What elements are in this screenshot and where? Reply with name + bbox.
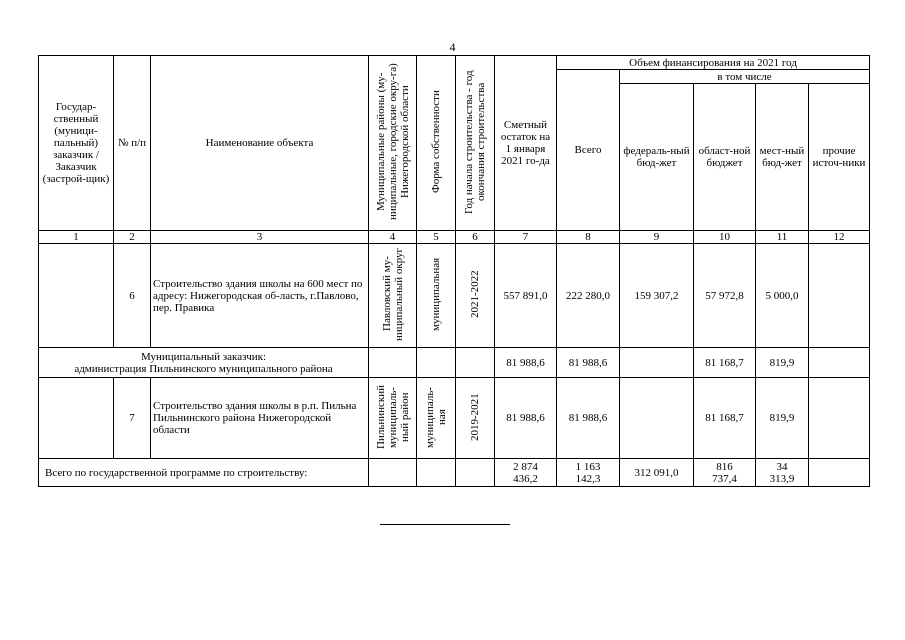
grand-total-regional-line1: 816 xyxy=(716,460,733,473)
grand-total-local-line2: 313,9 xyxy=(769,472,795,485)
cell-local: 819,9 xyxy=(756,348,809,378)
col-number: 3 xyxy=(151,231,369,244)
header-district-text: Муниципальные районы (му-ниципальные, городские окру-га) Нижегородской области xyxy=(374,63,411,220)
cell-object-name: Строительство здания школы в р.п. Пильна Пильнинского района Нижегородской области xyxy=(151,378,369,459)
cell-years xyxy=(456,244,495,348)
cell-years-text: 2019-2021 xyxy=(469,392,481,441)
cell-balance: 557 891,0 xyxy=(495,244,557,348)
grand-total-balance xyxy=(495,459,557,487)
cell-ownership-text: муниципальная xyxy=(430,257,442,331)
customer-row xyxy=(39,348,870,378)
cell-district xyxy=(369,459,417,487)
header-including: в том числе xyxy=(620,70,870,84)
customer-label-line1: Муниципальный заказчик: xyxy=(140,350,267,363)
cell-years xyxy=(456,348,495,378)
cell-federal xyxy=(620,348,694,378)
grand-total-regional-line2: 737,4 xyxy=(712,472,737,485)
table-row xyxy=(39,378,870,459)
cell-ownership xyxy=(417,378,456,459)
cell-local: 819,9 xyxy=(756,378,809,459)
grand-total-total-line2: 142,3 xyxy=(575,472,601,485)
cell-ownership xyxy=(417,459,456,487)
cell-federal: 159 307,2 xyxy=(620,244,694,348)
cell-years xyxy=(456,459,495,487)
header-customer: Государ-ственный (муници-пальный) заказчик / Заказчик (застрой-щик) xyxy=(39,56,114,231)
header-years-text: Год начала строительства - год окончания строительства xyxy=(463,69,487,214)
grand-total-row xyxy=(39,459,870,487)
header-financing-title: Объем финансирования на 2021 год xyxy=(557,56,870,70)
cell-regional: 57 972,8 xyxy=(694,244,756,348)
grand-total-total-line1: 1 163 xyxy=(575,460,601,473)
header-years xyxy=(456,56,495,231)
header-num: № п/п xyxy=(114,56,151,231)
cell-balance: 81 988,6 xyxy=(495,378,557,459)
cell-years-text: 2021-2022 xyxy=(469,270,481,318)
grand-total-federal: 312 091,0 xyxy=(620,459,694,487)
cell-total: 81 988,6 xyxy=(557,348,620,378)
cell-district xyxy=(369,378,417,459)
col-number: 9 xyxy=(620,231,694,244)
header-local: мест-ный бюд-жет xyxy=(756,84,809,231)
col-number: 2 xyxy=(114,231,151,244)
column-numbers-row xyxy=(39,231,870,244)
footer-divider xyxy=(380,524,510,525)
header-total: Всего xyxy=(557,70,620,231)
grand-total-local-line1: 34 xyxy=(776,460,788,473)
header-object-name: Наименование объекта xyxy=(151,56,369,231)
page-number: 4 xyxy=(449,40,456,54)
header-ownership-text: Форма собственности xyxy=(430,90,442,193)
cell-district xyxy=(369,348,417,378)
grand-total-balance-line2: 436,2 xyxy=(513,472,538,485)
grand-total-regional xyxy=(694,459,756,487)
cell-years xyxy=(456,378,495,459)
cell-customer xyxy=(39,244,114,348)
cell-other xyxy=(809,378,870,459)
col-number: 12 xyxy=(809,231,870,244)
cell-federal xyxy=(620,378,694,459)
col-number: 7 xyxy=(495,231,557,244)
cell-ownership xyxy=(417,348,456,378)
cell-object-name: Строительство здания школы на 600 мест по адресу: Нижегородская об-ласть, г.Павлово, пер. Правика xyxy=(151,244,369,348)
cell-regional: 81 168,7 xyxy=(694,348,756,378)
financing-table xyxy=(38,55,870,487)
cell-total: 222 280,0 xyxy=(557,244,620,348)
table-row xyxy=(39,244,870,348)
cell-num: 7 xyxy=(114,378,151,459)
col-number: 4 xyxy=(369,231,417,244)
cell-ownership-text: муниципаль-ная xyxy=(424,385,448,448)
header-federal: федераль-ный бюд-жет xyxy=(620,84,694,231)
grand-total-local xyxy=(756,459,809,487)
col-number: 1 xyxy=(39,231,114,244)
grand-total-balance-line1: 2 874 xyxy=(513,460,538,473)
cell-district-text: Павловский му-ниципальный округ xyxy=(380,247,405,341)
grand-total-total xyxy=(557,459,620,487)
cell-other xyxy=(809,244,870,348)
header-district xyxy=(369,56,417,231)
cell-num: 6 xyxy=(114,244,151,348)
header-ownership xyxy=(417,56,456,231)
cell-local: 5 000,0 xyxy=(756,244,809,348)
cell-other xyxy=(809,348,870,378)
cell-other xyxy=(809,459,870,487)
customer-label xyxy=(39,348,369,378)
customer-label-line2: администрация Пильнинского муниципального района xyxy=(74,362,333,375)
cell-customer xyxy=(39,378,114,459)
cell-district xyxy=(369,244,417,348)
col-number: 11 xyxy=(756,231,809,244)
header-regional: област-ной бюджет xyxy=(694,84,756,231)
col-number: 10 xyxy=(694,231,756,244)
cell-total: 81 988,6 xyxy=(557,378,620,459)
header-estimated-balance: Сметный остаток на 1 января 2021 го-да xyxy=(495,56,557,231)
col-number: 5 xyxy=(417,231,456,244)
cell-district-text: Пильнинский муниципаль-ный район xyxy=(374,384,411,449)
col-number: 8 xyxy=(557,231,620,244)
cell-ownership xyxy=(417,244,456,348)
header-other: прочие источ-ники xyxy=(809,84,870,231)
col-number: 6 xyxy=(456,231,495,244)
cell-balance: 81 988,6 xyxy=(495,348,557,378)
cell-regional: 81 168,7 xyxy=(694,378,756,459)
grand-total-label: Всего по государственной программе по строительству: xyxy=(39,459,369,487)
